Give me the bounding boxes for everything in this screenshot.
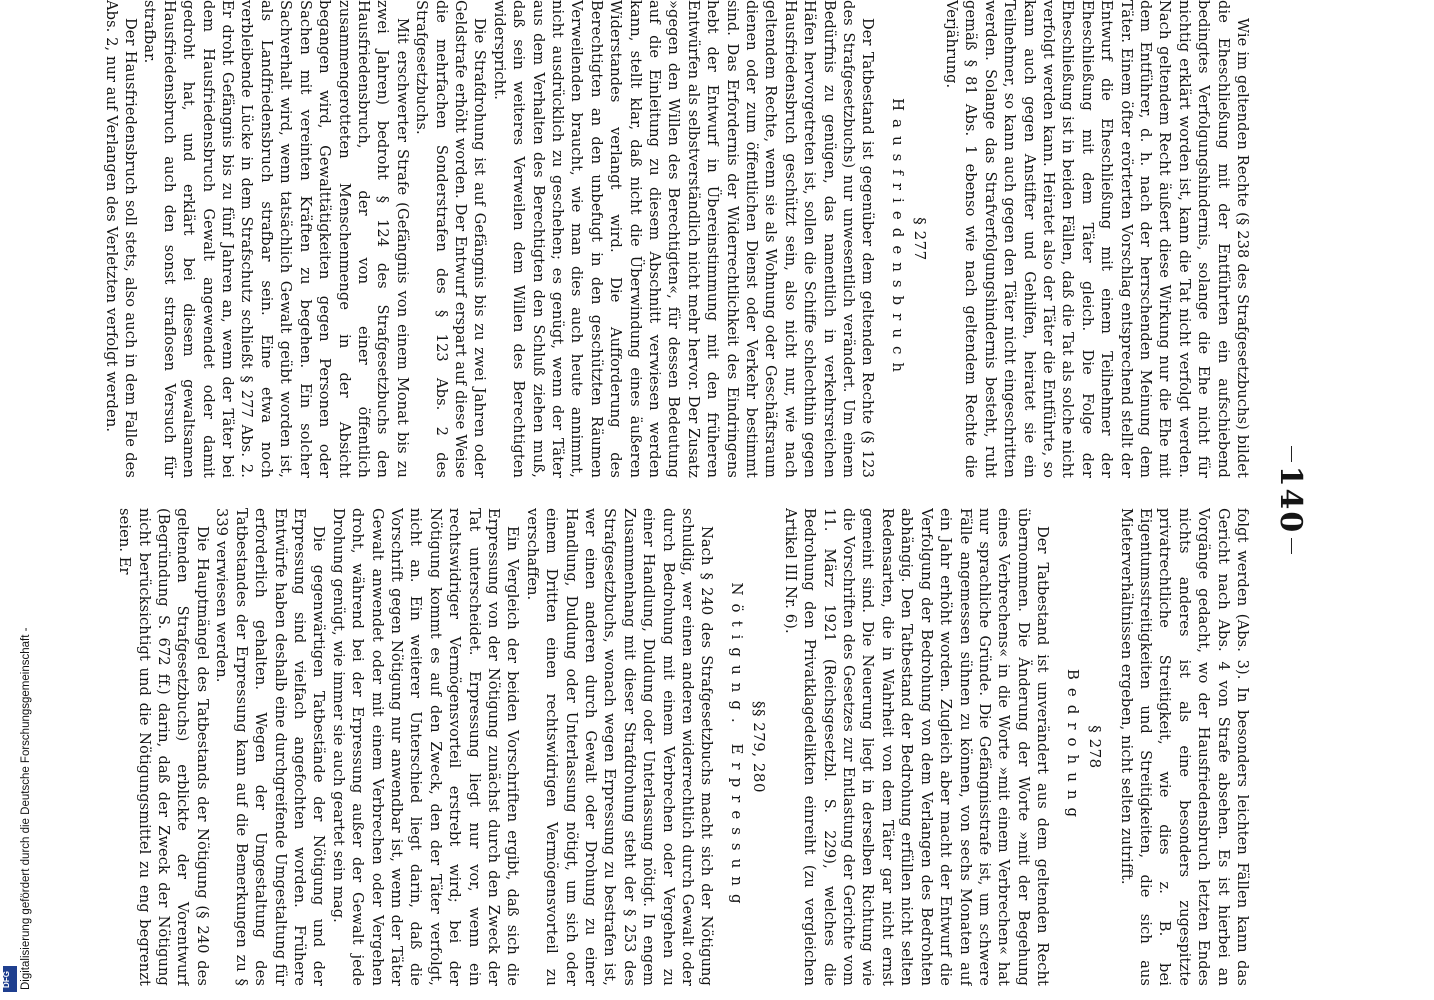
paragraph: Mit erschwerter Strafe (Gefängnis von einem Monat bis zu zwei Jahren) bedroht § 124 des Strafgesetzbuchs den Hausfriedensbruch, der von einer öffentlich zusammengerotteten Menschenmenge in der Absicht begangen wird, Gewalttätigkeiten gegen Personen oder Sachen mit vereinten Kräften zu begehen. Ein solcher Sachverhalt wird, wenn tatsächlich Gewalt geübt worden ist, als Landfriedensbruch strafbar sein. Eine etwa noch verbleibende Lücke in dem Strafschutz schließt § 277 Abs. 2. Er droht Gefängnis bis zu fünf Jahren an, wenn der Täter bei dem Hausfriedensbruch Gewalt angewendet oder damit gedroht hat, und erklärt bei diesem gewaltsamen Hausfriedensbruch auch den sonst straflosen Versuch für strafbar. bbox=[141, 0, 411, 478]
page-number: 140 bbox=[1273, 465, 1308, 535]
header-dash-left bbox=[1291, 446, 1292, 462]
section-title: Nötigung. Erpressung bbox=[728, 582, 747, 912]
dfg-logo bbox=[3, 966, 17, 992]
left-column bbox=[102, 0, 1252, 478]
paragraph: Die gegenwärtigen Tatbestände der Nötigung und der Erpressung sind vielfach angefochten worden. Frühere Entwürfe haben deshalb eine durchgreifende Umgestaltung für erforderlich gehalten. Wegen der Umgestaltung des Tatbestandes der Erpressung kann auf die Bemerkungen zu § 339 verwiesen werden. bbox=[213, 508, 328, 986]
header-dash-right bbox=[1291, 538, 1292, 554]
paragraph: Wie im geltenden Rechte (§ 238 des Strafgesetzbuchs) bildet die Eheschließung mit der Entführten ein aufschiebend bedingtes Verfolgungshindernis, solange die Ehe nicht für nichtig erklärt worden ist, kann die Tat nicht verfolgt werden. Nach geltendem Recht äußert diese Wirkung nur die Ehe mit dem Entführer, d. h. nach der herrschenden Meinung dem Täter. Einem öfter erörterten Vorschlag entsprechend stellt der Entwurf die Eheschließung mit einem Teilnehmer der Eheschließung mit dem Täter gleich. Die Folge der Eheschließung ist in beiden Fällen, daß die Tat als solche nicht verfolgt werden kann. Heiratet also der Täter die Entführte, so kann auch gegen Anstifter und Gehilfen, heiratet sie ein Teilnehmer, so kann auch gegen den Täter nicht eingeschritten werden. Solange das Strafverfolgungshindernis besteht, ruht gemäß § 81 Abs. 1 ebenso wie nach geltendem Rechte die Verjährung. bbox=[942, 0, 1251, 478]
section-number: §§ 279, 280 bbox=[750, 700, 769, 794]
paragraph: Der Tatbestand ist unverändert aus dem geltenden Recht übernommen. Die Änderung der Worte »mit der Begehung eines Verbrechens« in die Worte »mit einem Verbrechen« hat nur sprachliche Gründe. Die Gefängnisstrafe ist, um schwere Fälle angemessen sühnen zu können, von sechs Monaten auf ein Jahr erhöht worden. Zugleich aber macht der Entwurf die Verfolgung der Bedrohung von dem Verlangen des Bedrohten abhängig. Den Tatbestand der Bedrohung erfüllen nicht selten Redensarten, die in Wahrheit von dem Täter gar nicht ernst gemeint sind. Die Neuerung liegt in derselben Richtung wie die Vorschriften des Gesetzes zur Entlastung der Gerichte vom 11. März 1921 (Reichsgesetzbl. S. 229), welches die Bedrohung den Privatklagedelikten einreiht (zu vergleichen Artikel III Nr. 6). bbox=[781, 508, 1052, 986]
right-column bbox=[102, 508, 1252, 986]
paragraph: Der Tatbestand ist gegenüber dem geltenden Rechte (§ 123 des Strafgesetzbuchs) nur unwesentlich verändert. Um einem Bedürfnis zu genügen, das namentlich in verkehrsreichen Häfen hervorgetreten ist, sollen die Schiffe schlechthin gegen Hausfriedensbruch geschützt sein, also nicht nur, wie nach geltendem Rechte, wenn sie als Wohnung oder Geschäftsraum dienen oder zum öffentlichen Dienst oder Verkehr bestimmt sind. Das Erfordernis der Widerrechtlichkeit des Eindringens hebt der Entwurf in Übereinstimmung mit den früheren Entwürfen als selbstverständlich nicht mehr hervor. Der Zusatz »gegen den Willen des Berechtigten«, für dessen Bedeutung auf die Einleitung zu diesem Abschnitt verwiesen werden kann, stellt klar, daß nicht die Überwindung eines äußeren Widerstandes verlangt wird. Die Aufforderung des Berechtigten an den unbefugt in den geschützten Räumen Verweilenden braucht, wie man dies auch heute annimmt, nicht ausdrücklich zu geschehen; es genügt, wenn der Täter aus dem Verhalten des Berechtigten den Schluß ziehen muß, daß sein weiteres Verweilen dem Willen des Berechtigten widerspricht. bbox=[490, 0, 877, 478]
logo-text: DFG bbox=[1, 971, 11, 988]
paragraph: Nach § 240 des Strafgesetzbuchs macht sich der Nötigung schuldig, wer einen anderen widerrechtlich durch Gewalt oder durch Bedrohung mit einem Verbrechen oder Vergehen zu einer Handlung, Duldung oder Unterlassung nötigt. In engem Zusammenhang mit dieser Strafdrohung steht der § 253 des Strafgesetzbuchs, wonach wegen Erpressung zu bestrafen ist, wer einen anderen durch Gewalt oder Drohung zu einer Handlung, Duldung oder Unterlassung nötigt, um sich oder einem Dritten einen rechtswidrigen Vermögensvorteil zu verschaffen. bbox=[523, 508, 716, 986]
section-title: Hausfriedensbruch bbox=[889, 97, 908, 381]
paragraph: Die Strafdrohung ist auf Gefängnis bis zu zwei Jahren oder Geldstrafe erhöht worden. Der Entwurf erspart auf diese Weise die mehrfachen Sonderstrafen des § 123 Abs. 2 des Strafgesetzbuchs. bbox=[413, 0, 489, 478]
section-number: § 278 bbox=[1086, 725, 1105, 769]
section-number: § 277 bbox=[911, 217, 930, 261]
credit-text: Digitalisierung gefördert durch die Deutsche Forschungsgemeinschaft - bbox=[20, 627, 32, 990]
section-title: Bedrohung bbox=[1064, 668, 1083, 826]
paragraph: Ein Vergleich der beiden Vorschriften ergibt, daß sich die Erpressung von der Nötigung zunächst durch den Zweck der Tat unterscheidet. Erpressung liegt nur vor, wenn ein rechtswidriger Vermögensvorteil erstrebt wird; bei der Nötigung kommt es auf den Zweck, den der Täter verfolgt, nicht an. Ein weiterer Unterschied liegt darin, daß die Vorschrift gegen Nötigung nur anwendbar ist, wenn der Täter Gewalt anwendet oder mit einem Verbrechen oder Vergehen droht, während bei der Erpressung außer der Gewalt jede Drohung genügt, wie immer sie auch geartet sein mag. bbox=[329, 508, 522, 986]
page-header bbox=[1260, 0, 1320, 1000]
book-page bbox=[80, 0, 1320, 1000]
paragraph: Der Hausfriedensbruch soll stets, also auch in dem Falle des Abs. 2, nur auf Verlangen des Verletzten verfolgt werden. bbox=[102, 0, 140, 478]
paragraph: folgt werden (Abs. 3). In besonders leichten Fällen kann das Gericht nach Abs. 4 von Strafe absehen. Es ist hierbei an Vorgänge gedacht, wo der Hausfriedensbruch letzten Endes nichts anderes ist als eine besonders zugespitzte privatrechtliche Streitigkeit, wie dies z. B. bei Eigentumsstreitigkeiten und Streitigkeiten, die sich aus Mieterverhältnissen ergeben, nicht selten zutrifft. bbox=[1117, 508, 1251, 986]
paragraph: Die Hauptmängel des Tatbestands der Nötigung (§ 240 des geltenden Strafgesetzbuchs) erblickte der Vorentwurf (Begründung S. 672 ff.) darin, daß der Zweck der Nötigung nicht berücksichtigt und die Nötigungsmittel zu eng begrenzt seien. Er bbox=[116, 508, 211, 986]
digitization-credit bbox=[0, 0, 40, 1000]
